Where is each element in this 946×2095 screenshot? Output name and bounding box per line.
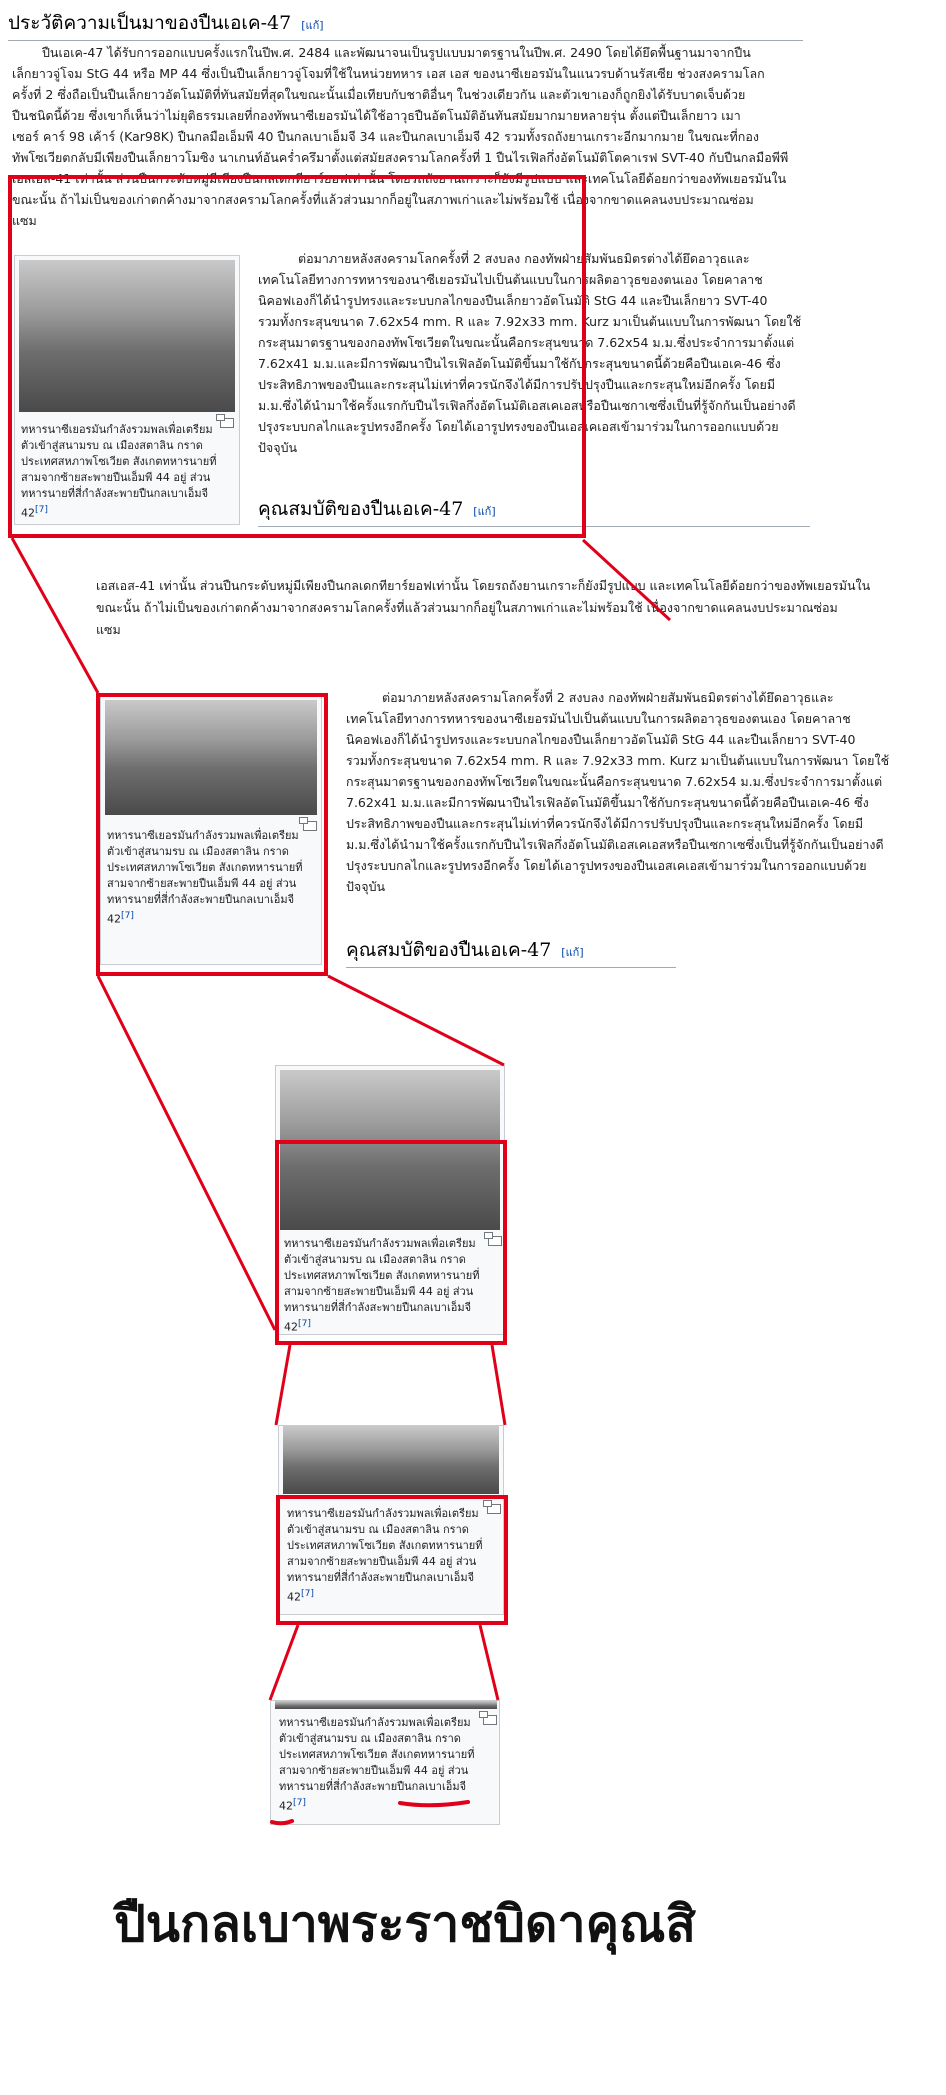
caption-line: 42 [287, 1590, 301, 1604]
edit-link[interactable]: [แก้] [473, 505, 496, 518]
connector-line [480, 1625, 498, 1700]
connector-line [12, 538, 98, 693]
body-line: รวมทั้งกระสุนขนาด 7.62x54 mm. R และ 7.92x33 mm. Kurz มาเป็นต้นแบบในการพัฒนา โดยใช้ [258, 314, 802, 329]
caption-line: ทหารนาซีเยอรมันกำลังรวมพลเพื่อเตรียม [284, 1237, 476, 1250]
intro-line: เอสเอส-41 เท่านั้น ส่วนปืนกระดับหมู่มีเพียงปืนกลเดกทียาร์ยอฟเท่านั้น โดยรถถังยานเกราะก็ยังมีรูปแบบ และเทคโนโลยีด้อยกว่าของทัพเยอรมันใน [12, 171, 787, 186]
connector-line [98, 976, 275, 1330]
body-line: ต่อมาภายหลังสงครามโลกครั้งที่ 2 สงบลง กองทัพฝ่ายสัมพันธมิตรต่างได้ยึดอาวุธและ [382, 690, 834, 705]
caption-line: ประเทศสหภาพโซเวียต สังเกตทหารนายที่ [21, 455, 217, 468]
section-heading-properties [346, 935, 676, 968]
body-line: กระสุนมาตรฐานของกองทัพโซเวียตในขณะนั้นคือกระสุนขนาด 7.62x54 ม.ม.ซึ่งประจำการมาตั้งแต่ [258, 335, 795, 350]
intro-line: ปืนเอเค-47 ได้รับการออกแบบครั้งแรกในปีพ.ศ. 2484 และพัฒนาจนเป็นรูปแบบมาตรฐานในปีพ.ศ. 2490 โดยได้ยึดพื้นฐานมาจากปืน [42, 45, 751, 60]
connector-line [492, 1345, 505, 1425]
soldiers-photo[interactable] [283, 1426, 499, 1494]
caption-line: ทหารนายที่สี่กำลังสะพายปืนกลเบาเอ็มจี [279, 1780, 467, 1793]
caption-line: ทหารนายที่สี่กำลังสะพายปืนกลเบาเอ็มจี [21, 487, 209, 500]
intro-line: เล็กยาวจู่โจม StG 44 หรือ MP 44 ซึ่งเป็นปืนเล็กยาวจู่โจมที่ใช้ในหน่วยทหาร เอส เอส ของนาซีเยอรมันในแนวรบด้านรัสเซีย ช่วงสงครามโลก [12, 66, 765, 81]
caption-line: ทหารนาซีเยอรมันกำลังรวมพลเพื่อเตรียม [107, 829, 299, 842]
caption-line: สามจากซ้ายสะพายปืนเอ็มพี 44 อยู่ ส่วน [279, 1764, 469, 1777]
caption-line: ประเทศสหภาพโซเวียต สังเกตทหารนายที่ [279, 1748, 475, 1761]
caption-line: ตัวเข้าสู่สนามรบ ณ เมืองสตาลิน กราด [107, 845, 289, 858]
intro-line: แซม [12, 213, 37, 228]
caption-line: ประเทศสหภาพโซเวียต สังเกตทหารนายที่ [107, 861, 303, 874]
body-line: ม.ม.ซึ่งได้นำมาใช้ครั้งแรกกับปืนไรเฟิลกึ่งอัตโนมัติเอสเคเอสหรือปืนเซกาเซซึ่งเป็นที่รู้จักกันเป็นอย่างดี [346, 837, 884, 852]
caption-line: ทหารนายที่สี่กำลังสะพายปืนกลเบาเอ็มจี [284, 1301, 472, 1314]
caption-line: ตัวเข้าสู่สนามรบ ณ เมืองสตาลิน กราด [279, 1732, 461, 1745]
caption-line: ทหารนาซีเยอรมันกำลังรวมพลเพื่อเตรียม [287, 1507, 479, 1520]
citation-link[interactable]: [7] [298, 1318, 311, 1329]
highlight-box [275, 1140, 507, 1345]
caption-line: 42 [21, 506, 35, 520]
body-line: 7.62x41 ม.ม.และมีการพัฒนาปืนไรเฟิลอัตโนมัติขึ้นมาใช้กับกระสุนขนาดนี้ด้วยคือปืนเอเค-46 ซึ่ง [346, 795, 869, 810]
body-line: นิคอฟเองก็ได้นำรูปทรงและระบบกลไกของปืนเล็กยาวอัตโนมัติ StG 44 และปืนเล็กยาว SVT-40 [258, 293, 768, 308]
highlight-box [276, 1495, 508, 1625]
body-line: นิคอฟเองก็ได้นำรูปทรงและระบบกลไกของปืนเล็กยาวอัตโนมัติ StG 44 และปืนเล็กยาว SVT-40 [346, 732, 856, 747]
caption-line: ตัวเข้าสู่สนามรบ ณ เมืองสตาลิน กราด [21, 439, 203, 452]
citation-link[interactable]: [7] [301, 1588, 314, 1599]
body-line: รวมทั้งกระสุนขนาด 7.62x54 mm. R และ 7.92x33 mm. Kurz มาเป็นต้นแบบในการพัฒนา โดยใช้ [346, 753, 890, 768]
body-line: กระสุนมาตรฐานของกองทัพโซเวียตในขณะนั้นคือกระสุนขนาด 7.62x54 ม.ม.ซึ่งประจำการมาตั้งแต่ [346, 774, 883, 789]
intro-line: ปืนชนิดนี้ด้วย ซึ่งเขาก็เห็นว่าไม่ยุติธรรมเลยที่กองทัพนาซีเยอรมันได้ใช้อาวุธปืนอัตโนมัติอันทันสมัยมากมายหลายรุ่น ตั้งแต่ปืนเล็กยาว เมา [12, 108, 741, 123]
caption-line: สามจากซ้ายสะพายปืนเอ็มพี 44 อยู่ ส่วน [287, 1555, 477, 1568]
caption-line: ทหารนายที่สี่กำลังสะพายปืนกลเบาเอ็มจี [107, 893, 295, 906]
intro-line: ขณะนั้น ถ้าไม่เป็นของเก่าตกค้างมาจากสงครามโลกครั้งที่แล้วส่วนมากก็อยู่ในสภาพเก่าและไม่พร้อมใช้ เนื่องจากขาดแคลนงบประมาณซ่อม [96, 600, 838, 615]
body-line: เทคโนโลยีทางการทหารของนาซีเยอรมันไปเป็นต้นแบบในการผลิตอาวุธของตนเอง โดยคาลาช [346, 711, 851, 726]
section-title: คุณสมบัติของปืนเอเค-47 [258, 498, 464, 520]
caption-line: สามจากซ้ายสะพายปืนเอ็มพี 44 อยู่ ส่วน [21, 471, 211, 484]
citation-link[interactable]: [7] [121, 910, 134, 921]
caption-line: ตัวเข้าสู่สนามรบ ณ เมืองสตาลิน กราด [287, 1523, 469, 1536]
intro-line: ทัพโซเวียตกลับมีเพียงปืนเล็กยาวโมซิง นาเกนท์อันคร่ำครึมาตั้งแต่สมัยสงครามโลกครั้งที่ 1 ปืนไรเฟิลกึ่งอัตโนมัติโตคาเรฟ SVT-40 กับปืนกลมือพีพี [12, 150, 789, 165]
caption-line: ตัวเข้าสู่สนามรบ ณ เมืองสตาลิน กราด [284, 1253, 466, 1266]
highlight-box [8, 175, 586, 538]
section-title: คุณสมบัติของปืนเอเค-47 [346, 939, 552, 961]
caption-line: ทหารนายที่สี่กำลังสะพายปืนกลเบาเอ็มจี [287, 1571, 475, 1584]
caption-line: 42 [284, 1320, 298, 1334]
body-line: ปรุงระบบกลไกและรูปทรงอีกครั้ง โดยได้เอารูปทรงของปืนเอสเคเอสเข้ามาร่วมในการออกแบบด้วย [346, 858, 867, 873]
section-heading-history [8, 8, 803, 41]
connector-line [328, 976, 504, 1065]
body-line: ม.ม.ซึ่งได้นำมาใช้ครั้งแรกกับปืนไรเฟิลกึ่งอัตโนมัติเอสเคเอสหรือปืนเซกาเซซึ่งเป็นที่รู้จักกันเป็นอย่างดี [258, 398, 796, 413]
body-line: ประสิทธิภาพของปืนและกระสุนไม่เท่าที่ควรนักจึงได้มีการปรับปรุงปืนและกระสุนใหม่อีกครั้ง โดยมี [258, 377, 776, 392]
zoom-body [346, 687, 946, 897]
caption-line: ประเทศสหภาพโซเวียต สังเกตทหารนายที่ [287, 1539, 483, 1552]
citation-link[interactable]: [7] [293, 1797, 306, 1808]
body-line: 7.62x41 ม.ม.และมีการพัฒนาปืนไรเฟิลอัตโนมัติขึ้นมาใช้กับกระสุนขนาดนี้ด้วยคือปืนเอเค-46 ซึ่ง [258, 356, 781, 371]
banner-text: ปืนกลเบาพระราชบิดาคุณสิ [114, 1895, 696, 1953]
caption-line: 42 [107, 912, 121, 926]
citation-link[interactable]: [7] [35, 504, 48, 515]
intro-line: เซอร์ คาร์ 98 เค้าร์ (Kar98K) ปืนกลมือเอ็มพี 40 ปืนกลเบาเอ็มจี 34 และปืนกลเบาเอ็มจี 42 รวมทั้งรถถังยานเกราะอีกมากมาย ในขณะที่กอง [12, 129, 759, 144]
intro-line: ครั้งที่ 2 ซึ่งถือเป็นปืนเล็กยาวอัตโนมัติที่ทันสมัยที่สุดในขณะนั้นเมื่อเทียบกับชาติอื่นๆ ในช่วงเดียวกัน และตัวเขาเองก็ถูกยิงได้รับบาดเจ็บด้วย [12, 87, 746, 102]
image-caption [279, 1715, 491, 1815]
intro-line: เอสเอส-41 เท่านั้น ส่วนปืนกระดับหมู่มีเพียงปืนกลเดกทียาร์ยอฟเท่านั้น โดยรถถังยานเกราะก็ยังมีรูปแบบ และเทคโนโลยีด้อยกว่าของทัพเยอรมันใน [96, 578, 871, 593]
section-title: ประวัติความเป็นมาของปืนเอเค-47 [8, 12, 292, 34]
body-line: เทคโนโลยีทางการทหารของนาซีเยอรมันไปเป็นต้นแบบในการผลิตอาวุธของตนเอง โดยคาลาช [258, 272, 763, 287]
caption-line: สามจากซ้ายสะพายปืนเอ็มพี 44 อยู่ ส่วน [284, 1285, 474, 1298]
edit-link[interactable]: [แก้] [561, 946, 584, 959]
caption-line: สามจากซ้ายสะพายปืนเอ็มพี 44 อยู่ ส่วน [107, 877, 297, 890]
intro-line: แซม [96, 622, 121, 637]
connector-line [270, 1625, 298, 1700]
soldiers-photo[interactable] [275, 1701, 497, 1709]
body-line: ปัจจุบัน [346, 879, 386, 894]
highlight-box [96, 693, 328, 976]
body-line: ปรุงระบบกลไกและรูปทรงอีกครั้ง โดยได้เอารูปทรงของปืนเอสเคเอสเข้ามาร่วมในการออกแบบด้วย [258, 419, 779, 434]
connector-line [276, 1345, 290, 1425]
caption-line: ทหารนาซีเยอรมันกำลังรวมพลเพื่อเตรียม [279, 1716, 471, 1729]
caption-line: 42 [279, 1799, 293, 1813]
edit-link[interactable]: [แก้] [301, 19, 324, 32]
caption-line: ทหารนาซีเยอรมันกำลังรวมพลเพื่อเตรียม [21, 423, 213, 436]
zoom-panel-4 [270, 1700, 500, 1825]
body-line: ประสิทธิภาพของปืนและกระสุนไม่เท่าที่ควรนักจึงได้มีการปรับปรุงปืนและกระสุนใหม่อีกครั้ง โดยมี [346, 816, 864, 831]
caption-line: ประเทศสหภาพโซเวียต สังเกตทหารนายที่ [284, 1269, 480, 1282]
intro-line: ขณะนั้น ถ้าไม่เป็นของเก่าตกค้างมาจากสงครามโลกครั้งที่แล้วส่วนมากก็อยู่ในสภาพเก่าและไม่พร้อมใช้ เนื่องจากขาดแคลนงบประมาณซ่อม [12, 192, 754, 207]
body-line: ต่อมาภายหลังสงครามโลกครั้งที่ 2 สงบลง กองทัพฝ่ายสัมพันธมิตรต่างได้ยึดอาวุธและ [298, 251, 750, 266]
body-line: ปัจจุบัน [258, 440, 298, 455]
zoom-text-top [96, 575, 871, 641]
